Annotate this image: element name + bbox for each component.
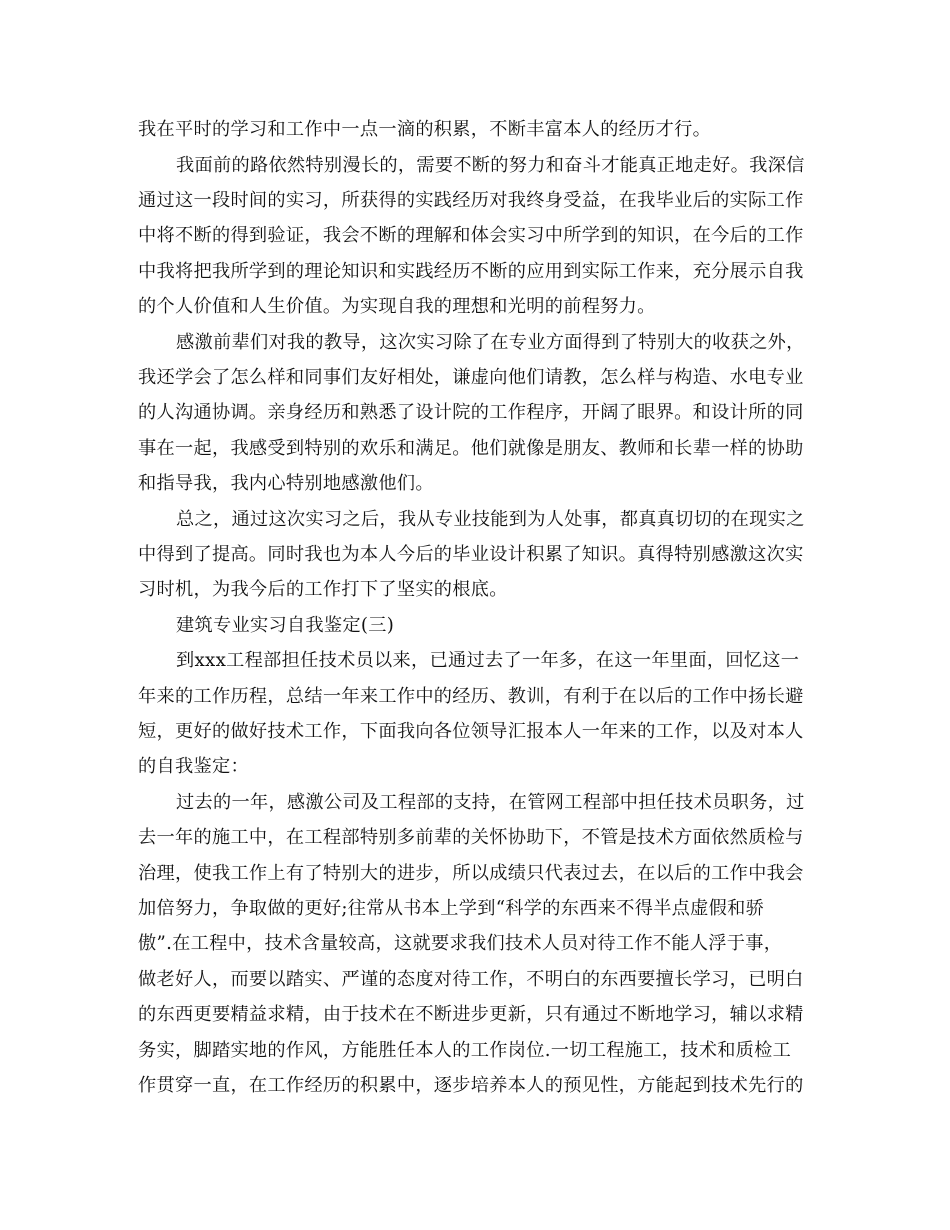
text-line: 我还学会了怎么样和同事们友好相处，谦虚向他们请教，怎么样与构造、水电专业 xyxy=(138,367,804,388)
text-line: 务实，脚踏实地的作风，方能胜任本人的工作岗位.一切工程施工，技术和质检工 xyxy=(138,1040,792,1061)
text-line: 作贯穿一直，在工作经历的积累中，逐步培养本人的预见性，方能起到技术先行的 xyxy=(138,1075,804,1096)
text-line: 事在一起，我感受到特别的欢乐和满足。他们就像是朋友、教师和长辈一样的协助 xyxy=(138,438,804,459)
text-line: 加倍努力，争取做的更好;往常从书本上学到“科学的东西来不得半点虚假和骄 xyxy=(138,898,765,919)
text-line: 做老好人，而要以踏实、严谨的态度对待工作，不明白的东西要擅长学习，已明白 xyxy=(138,969,804,990)
text-line: 的个人价值和人生价值。为实现自我的理想和光明的前程努力。 xyxy=(138,296,656,317)
text-line: 习时机，为我今后的工作打下了坚实的根底。 xyxy=(138,579,508,600)
text-line: 的东西更要精益求精，由于技术在不断进步更新，只有通过不断地学习，辅以求精 xyxy=(138,1004,804,1025)
text-line: 中得到了提高。同时我也为本人今后的毕业设计积累了知识。真得特别感激这次实 xyxy=(138,544,804,565)
section-heading: 建筑专业实习自我鉴定(三) xyxy=(176,615,395,636)
paragraph-start: 我面前的路依然特别漫长的，需要不断的努力和奋斗才能真正地走好。我深信 xyxy=(176,155,805,176)
text-line: 短，更好的做好技术工作，下面我向各位领导汇报本人一年来的工作，以及对本人 xyxy=(138,721,804,742)
text-line: 去一年的施工中，在工程部特别多前辈的关怀协助下，不管是技术方面依然质检与 xyxy=(138,827,804,848)
paragraph-start: 感激前辈们对我的教导，这次实习除了在专业方面得到了特别大的收获之外， xyxy=(176,332,805,353)
text-line: 和指导我，我内心特别地感激他们。 xyxy=(138,473,434,494)
text-line: 年来的工作历程，总结一年来工作中的经历、教训，有利于在以后的工作中扬长避 xyxy=(138,686,804,707)
text-line: 我在平时的学习和工作中一点一滴的积累，不断丰富本人的经历才行。 xyxy=(138,119,712,140)
paragraph-start: 过去的一年，感激公司及工程部的支持，在管网工程部中担任技术员职务，过 xyxy=(176,792,805,813)
paragraph-start: 总之，通过这次实习之后，我从专业技能到为人处事，都真真切切的在现实之 xyxy=(176,509,805,530)
text-line: 的自我鉴定： xyxy=(138,756,249,777)
paragraph-start: 到xxx工程部担任技术员以来，已通过去了一年多，在这一年里面，回忆这一 xyxy=(176,650,800,671)
text-line: 傲”.在工程中，技术含量较高，这就要求我们技术人员对待工作不能人浮于事， xyxy=(138,933,783,954)
text-line: 中将不断的得到验证，我会不断的理解和体会实习中所学到的知识，在今后的工作 xyxy=(138,225,804,246)
text-line: 中我将把我所学到的理论知识和实践经历不断的应用到实际工作来，充分展示自我 xyxy=(138,261,804,282)
text-line: 通过这一段时间的实习，所获得的实践经历对我终身受益，在我毕业后的实际工作 xyxy=(138,190,804,211)
text-line: 的人沟通协调。亲身经历和熟悉了设计院的工作程序，开阔了眼界。和设计所的同 xyxy=(138,402,804,423)
text-line: 治理，使我工作上有了特别大的进步，所以成绩只代表过去，在以后的工作中我会 xyxy=(138,863,804,884)
